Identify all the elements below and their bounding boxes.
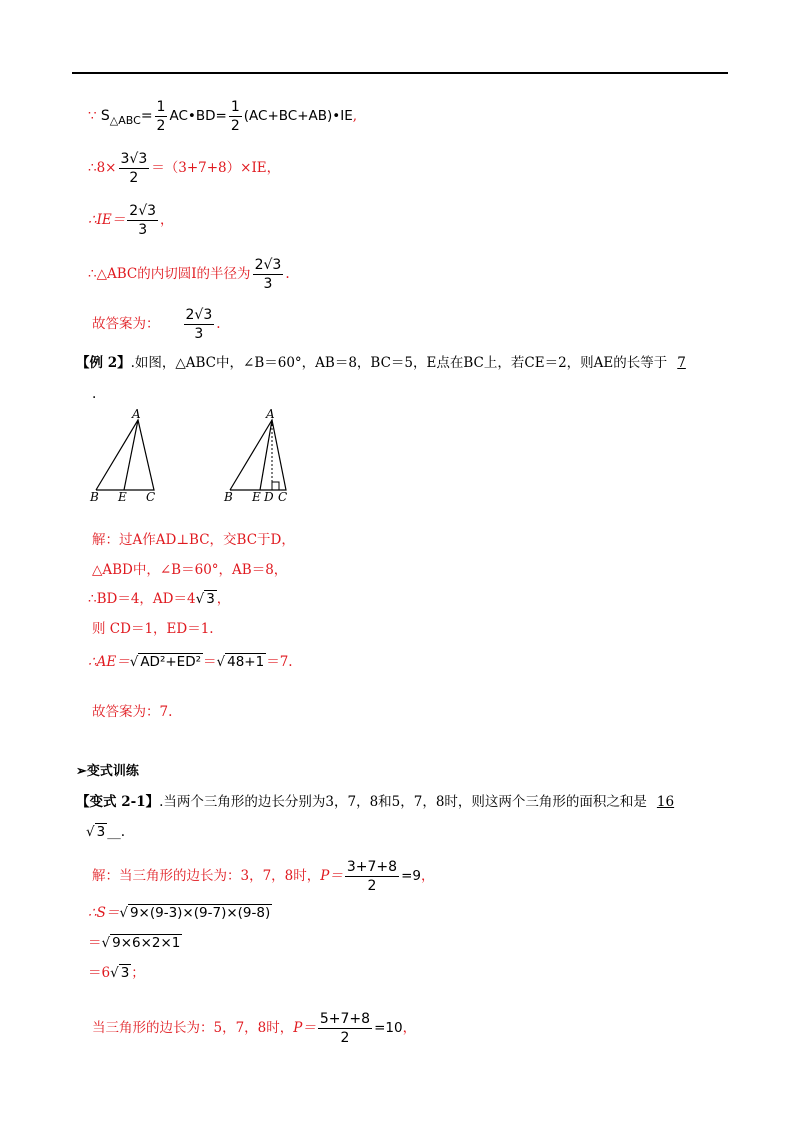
label-E-left: E (118, 490, 127, 504)
solution1-line2: ∴8× $\frac{3√3}{2}$ ＝（3+7+8）×IE， (88, 151, 281, 186)
variation-sol-line4: ＝6√ 3 ； (88, 965, 145, 981)
solution2-line3: ∴BD＝4，AD＝4√ 3 ， (88, 591, 231, 607)
sqrt-3-answer: √ 3 (86, 824, 106, 840)
variation-answer: 16 (656, 794, 675, 810)
variation-sol-line2: ∴S＝√ 9×(9-3)×(9-7)×(9-8) (88, 905, 271, 921)
sqrt-3: √ 3 (195, 591, 215, 607)
sqrt-heron-2: √ 9×6×2×1 (101, 935, 181, 951)
solution2-line1: 解：过A作AD⊥BC，交BC于D， (92, 532, 295, 548)
example2-question: 【例 2】.如图，△ABC中，∠B＝60°，AB＝8，BC＝5，E点在BC上，若CE＝2，则AE的长等于 7 (76, 355, 732, 371)
solution2-line4: 则 CD＝1，ED＝1. (92, 621, 214, 637)
half-fraction: $\frac{1}{2}$ (156, 99, 166, 134)
solution2-line2: △ABD中，∠B＝60°，AB＝8， (92, 562, 288, 578)
solution2-answer: 故答案为：7. (92, 704, 173, 720)
solution1-line1: ∵ $S_{\triangle ABC}=$ $\frac{1}{2}$ AC•BD= $\frac{1}{2}$ (AC+BC+AB)•IE, (88, 99, 358, 134)
variation-heading: ➢变式训练 (76, 764, 139, 779)
variation-sol-line1: 解：当三角形的边长为：3，7，8时，P＝ $\frac{3+7+8}{2}$ =9， (92, 859, 435, 894)
fraction-2sqrt3-3: $\frac{2√3}{3}$ (129, 203, 157, 238)
solution2-line5: ∴AE＝√ AD²+ED² ＝√ 48+1 ＝7. (88, 654, 293, 670)
fraction-radius: $\frac{2√3}{3}$ (254, 257, 282, 292)
label-E-right: E (252, 490, 261, 504)
half-fraction-2: $\frac{1}{2}$ (230, 99, 240, 134)
sqrt-3-area: √ 3 (110, 965, 130, 981)
label-A-left: A (132, 408, 141, 421)
variation-sol-line3: ＝√ 9×6×2×1 (88, 935, 181, 951)
fraction-p1: $\frac{3+7+8}{2}$ (346, 859, 398, 894)
label-D-right: D (264, 490, 274, 504)
sqrt-48-1: √ 48+1 (216, 654, 265, 670)
label-B-right: B (224, 490, 233, 504)
example2-dot: . (92, 386, 97, 402)
variation-sol-line5: 当三角形的边长为：5，7，8时，P＝ $\frac{5+7+8}{2}$ =10， (92, 1011, 417, 1046)
label-C-left: C (146, 490, 156, 504)
solution1-answer: 故答案为： $\frac{2√3}{3}$ . (92, 307, 221, 342)
label-A-right: A (266, 408, 275, 421)
label-C-right: C (278, 490, 288, 504)
fraction-3sqrt3-2: $\frac{3√3}{2}$ (120, 151, 148, 186)
sqrt-heron-1: √ 9×(9-3)×(9-7)×(9-8) (119, 905, 271, 921)
figure-left (82, 408, 182, 504)
label-B-left: B (90, 490, 99, 504)
fraction-p2: $\frac{5+7+8}{2}$ (319, 1011, 371, 1046)
sqrt-ad-ed: √ AD²+ED² (129, 654, 202, 670)
variation-question: 【变式 2-1】.当两个三角形的边长分别为3，7，8和5，7，8时，则这两个三角形的面积之和是 16 (76, 794, 732, 810)
variation-answer-cont: √ 3 __. (86, 824, 125, 840)
header-rule (72, 72, 728, 74)
figure-right (220, 408, 320, 504)
solution1-line3: ∴IE＝ $\frac{2√3}{3}$ ， (88, 203, 174, 238)
fraction-answer: $\frac{2√3}{3}$ (185, 307, 213, 342)
solution1-line4: ∴△ABC的内切圆I的半径为 $\frac{2√3}{3}$ . (88, 257, 290, 292)
example2-answer: 7 (677, 355, 686, 371)
